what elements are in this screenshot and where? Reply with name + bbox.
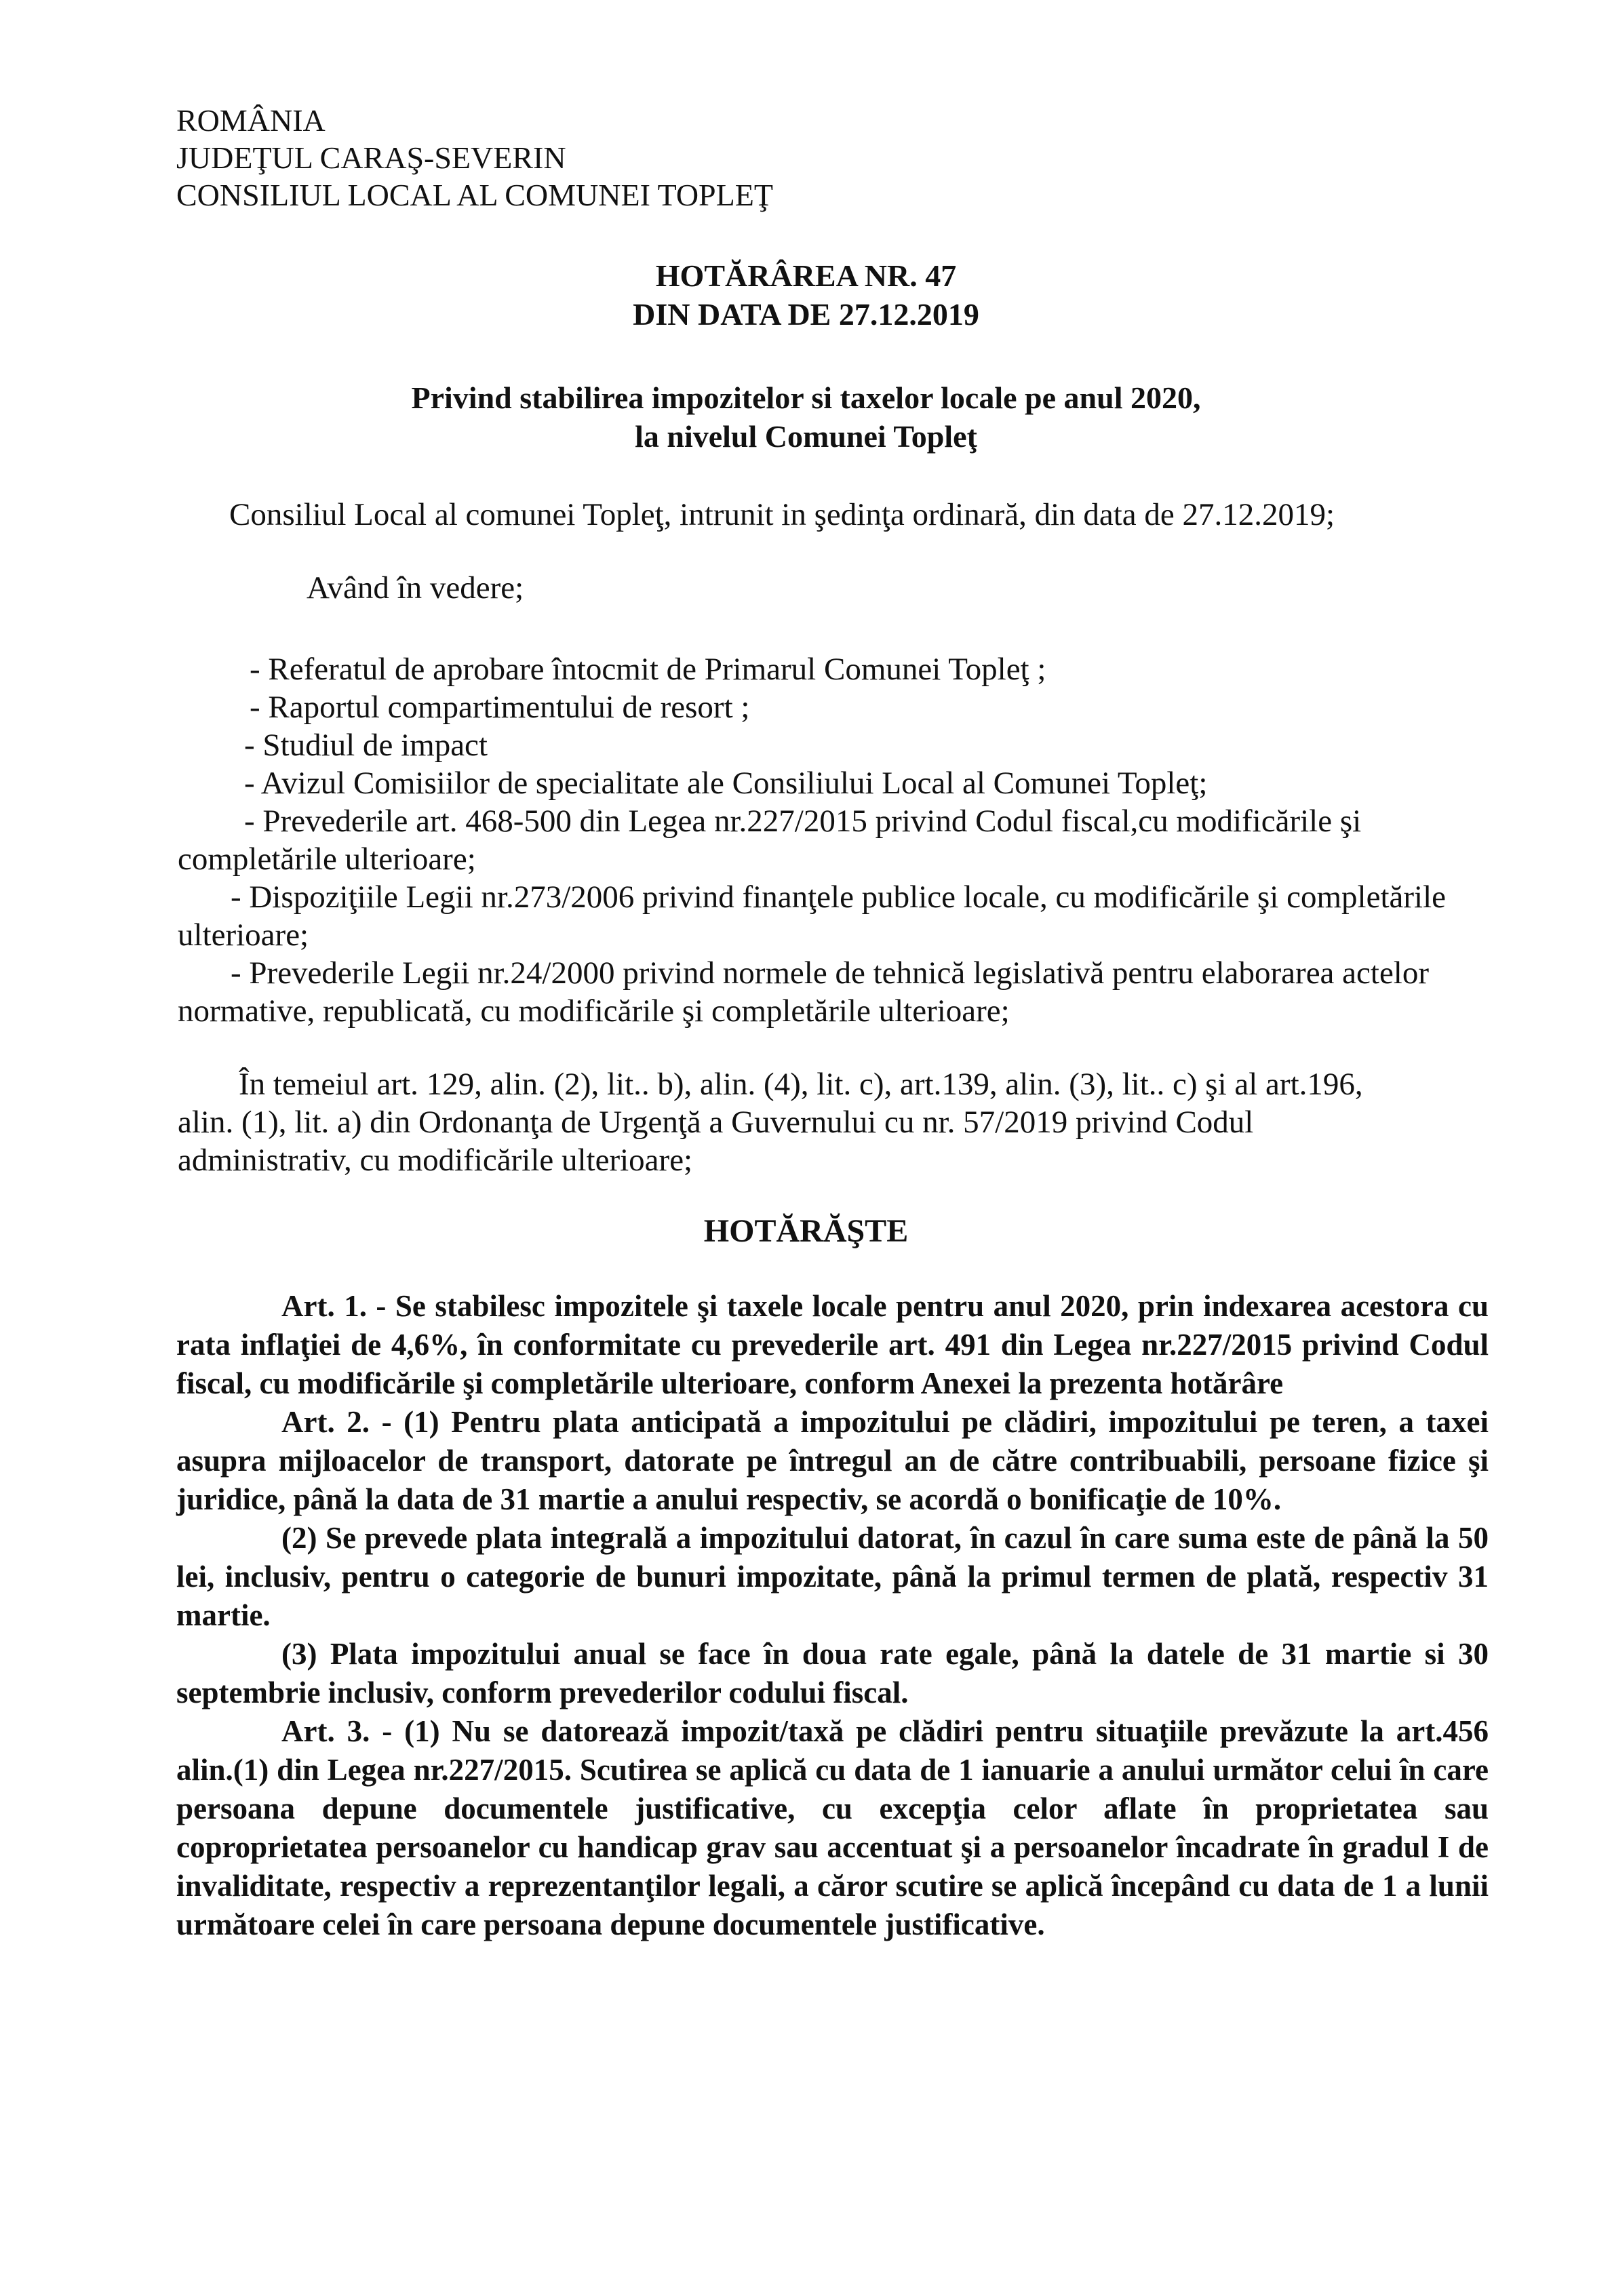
consideration-tehnica-1: - Prevederile Legii nr.24/2000 privind normele de tehnică legislativă pentru elaborarea actelor: [231, 955, 1430, 991]
decision-number: HOTĂRÂREA NR. 47: [655, 258, 957, 293]
decision-date: DIN DATA DE 27.12.2019: [633, 297, 979, 332]
decision-subject: [0, 378, 1612, 456]
article-2-paragraph-3: (3) Plata impozitului anual se face în doua rate egale, până la datele de 31 martie si 30 septembrie inclusiv, conform prevederilor codului fiscal.: [176, 1637, 1489, 1709]
consideration-avizul: - Avizul Comisiilor de specialitate ale Consiliului Local al Comunei Topleţ;: [244, 766, 1208, 801]
article-2-paragraph-1: Art. 2. - (1) Pentru plata anticipată a impozitului pe clădiri, impozitului pe teren, a taxei asupra mijloacelor de transport, datorate pe întregul an de către contribuabili, persoane fizice şi juridice, până la data de 31 martie a anului respectiv, se acordă o bonificaţie de 10%.: [176, 1405, 1489, 1516]
council-line: CONSILIUL LOCAL AL COMUNEI TOPLEŢ: [176, 178, 773, 212]
consideration-tehnica-2: normative, republicată, cu modificările şi completările ulterioare;: [178, 993, 1010, 1029]
legal-basis-line-1: În temeiul art. 129, alin. (2), lit.. b), alin. (4), lit. c), art.139, alin. (3), lit.. c) şi al art.196,: [239, 1067, 1363, 1102]
article-1: Art. 1. - Se stabilesc impozitele şi taxele locale pentru anul 2020, prin indexarea acestora cu rata inflaţiei de 4,6%, în conformitate cu prevederile art. 491 din Legea nr.227/2015 privind Codul fiscal, cu modificările şi completările ulterioare, conform Anexei la prezenta hotărâre: [176, 1289, 1489, 1400]
article-2-paragraph-2: (2) Se prevede plata integrală a impozitului datorat, în cazul în care suma este de până la 50 lei, inclusiv, pentru o categorie de bunuri impozitate, până la primul termen de plată, respectiv 31 martie.: [176, 1521, 1489, 1632]
article-3-paragraph-1: Art. 3. - (1) Nu se datorează impozit/taxă pe clădiri pentru situaţiile prevăzute la art.456 alin.(1) din Legea nr.227/2015. Scutirea se aplică cu data de 1 ianuarie a anului următor celui în care persoana depune documentele justificative, cu excepţia celor aflate în proprietatea sau coproprietatea persoanelor cu handicap grav sau accentuat şi a persoanelor încadrate în gradul I de invaliditate, respectiv a reprezentanţilor legali, a căror scutire se aplică începând cu data de 1 a lunii următoare celei în care persoana depune documentele justificative.: [176, 1714, 1489, 1941]
issuer-header: [176, 102, 773, 214]
legal-basis-line-3: administrativ, cu modificările ulterioare;: [178, 1143, 693, 1178]
county-line: JUDEŢUL CARAŞ-SEVERIN: [176, 140, 566, 175]
consideration-studiu: - Studiul de impact: [244, 728, 488, 763]
having-regard-label: Având în vedere;: [307, 570, 524, 606]
legal-basis-line-2: alin. (1), lit. a) din Ordonanţa de Urgenţă a Guvernului cu nr. 57/2019 privind Codul: [178, 1105, 1254, 1140]
decides-heading: HOTĂRĂŞTE: [703, 1213, 909, 1249]
consideration-raport: - Raportul compartimentului de resort ;: [250, 690, 750, 725]
articles-body: [176, 1287, 1489, 1944]
intro-paragraph: Consiliul Local al comunei Topleţ, intrunit in şedinţa ordinară, din data de 27.12.2019;: [229, 497, 1335, 532]
consideration-finante-2: ulterioare;: [178, 917, 309, 953]
decision-title: [0, 256, 1612, 334]
consideration-codul-fiscal-2: completările ulterioare;: [178, 842, 476, 877]
country-line: ROMÂNIA: [176, 103, 326, 138]
consideration-codul-fiscal-1: - Prevederile art. 468-500 din Legea nr.227/2015 privind Codul fiscal,cu modificările şi: [244, 804, 1362, 839]
subject-line-2: la nivelul Comunei Topleţ: [635, 419, 977, 454]
consideration-referat: - Referatul de aprobare întocmit de Primarul Comunei Topleţ ;: [250, 652, 1046, 687]
consideration-finante-1: - Dispoziţiile Legii nr.273/2006 privind finanţele publice locale, cu modificările şi completările: [231, 879, 1446, 915]
subject-line-1: Privind stabilirea impozitelor si taxelor locale pe anul 2020,: [411, 380, 1201, 415]
